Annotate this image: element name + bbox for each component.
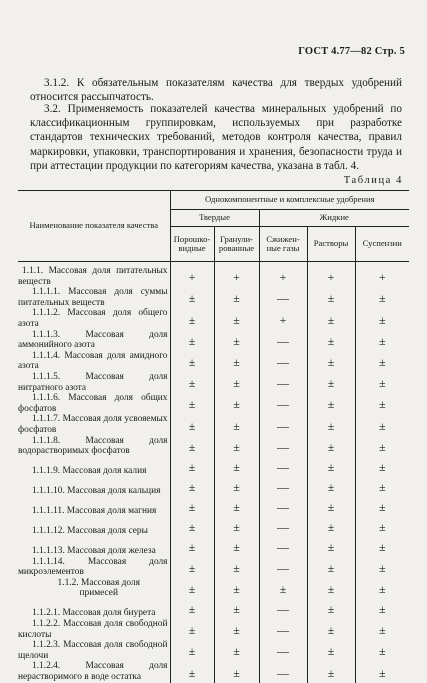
- table-row: [18, 661, 409, 682]
- cell-value: ±: [307, 414, 355, 435]
- row-name: 1.1.1.12. Массовая доля серы: [32, 526, 148, 537]
- cell-value: ±: [355, 537, 409, 557]
- row-name: 1.1.1.4. Массовая доля амидного азота: [18, 350, 168, 372]
- row-name: 1.1.1.3. Массовая доля аммонийного азота: [18, 329, 168, 351]
- cell-value: ±: [307, 578, 355, 599]
- cell-value: ±: [355, 457, 409, 477]
- cell-value: —: [259, 557, 307, 578]
- cell-value: ±: [355, 599, 409, 619]
- cell-value: +: [259, 262, 307, 288]
- cell-value: —: [259, 661, 307, 682]
- cell-value: ±: [214, 599, 259, 619]
- cell-value: ±: [214, 619, 259, 640]
- cell-value: ±: [170, 330, 214, 351]
- cell-value: ±: [307, 640, 355, 661]
- column-header-solutions: Растворы: [307, 227, 355, 262]
- row-name: 1.1.2.3. Массовая доля свободной щелочи: [18, 640, 168, 661]
- cell-value: ±: [355, 477, 409, 497]
- column-header-powder: Порошко-видные: [170, 227, 214, 262]
- cell-value: —: [259, 640, 307, 661]
- cell-value: ±: [355, 497, 409, 517]
- cell-value: ±: [307, 457, 355, 477]
- cell-value: ±: [307, 537, 355, 557]
- column-header-suspensions: Суспензии: [355, 227, 409, 262]
- cell-value: ±: [170, 517, 214, 537]
- cell-value: —: [259, 287, 307, 308]
- row-name: 1.1.1.9. Массовая доля калия: [32, 466, 147, 477]
- cell-value: ±: [355, 619, 409, 640]
- cell-value: ±: [170, 578, 214, 599]
- cell-value: ±: [355, 414, 409, 435]
- cell-value: ±: [170, 497, 214, 517]
- cell-value: —: [259, 330, 307, 351]
- cell-value: ±: [170, 640, 214, 661]
- cell-value: ±: [307, 557, 355, 578]
- table-row: [18, 414, 409, 435]
- row-name: 1.1.1.5. Массовая доля нитратного азота: [18, 371, 168, 393]
- row-name: 1.1.2.1. Массовая доля биурета: [32, 608, 156, 619]
- cell-value: —: [259, 477, 307, 497]
- table-row: [18, 262, 409, 288]
- cell-value: ±: [214, 497, 259, 517]
- column-header-liquefied-gas: Сжижен-ные газы: [259, 227, 307, 262]
- cell-value: —: [259, 599, 307, 619]
- cell-value: —: [259, 619, 307, 640]
- cell-value: ±: [307, 497, 355, 517]
- cell-value: +: [259, 308, 307, 329]
- cell-value: ±: [307, 308, 355, 329]
- row-name: 1.1.2. Массовая доля примесей: [57, 577, 140, 599]
- row-name: 1.1.1. Массовая доля питательных веществ: [18, 266, 168, 287]
- cell-value: —: [259, 497, 307, 517]
- row-name: 1.1.2.4. Массовая доля нерастворимого в воде остатка: [18, 661, 168, 683]
- cell-value: —: [259, 372, 307, 393]
- table-caption: Таблица 4: [343, 175, 403, 186]
- cell-value: ±: [259, 578, 307, 599]
- cell-value: ±: [355, 578, 409, 599]
- cell-value: +: [355, 262, 409, 288]
- table-row: [18, 497, 409, 517]
- cell-value: ±: [214, 330, 259, 351]
- table-row: [18, 308, 409, 329]
- quality-indicators-table: [18, 190, 409, 683]
- row-name: 1.1.1.7. Массовая доля усвояемых фосфатов: [18, 414, 168, 435]
- cell-value: ±: [307, 330, 355, 351]
- cell-value: —: [259, 537, 307, 557]
- cell-value: ±: [170, 308, 214, 329]
- row-name: 1.1.2.2. Массовая доля свободной кислоты: [18, 619, 168, 640]
- cell-value: ±: [307, 599, 355, 619]
- cell-value: ±: [307, 661, 355, 682]
- cell-value: ±: [214, 640, 259, 661]
- table-row: [18, 436, 409, 457]
- cell-value: ±: [170, 457, 214, 477]
- cell-value: —: [259, 436, 307, 457]
- cell-value: ±: [307, 436, 355, 457]
- cell-value: ±: [170, 414, 214, 435]
- cell-value: ±: [170, 557, 214, 578]
- cell-value: ±: [307, 517, 355, 537]
- paragraph-3-2: 3.2. Применяемость показателей качества минеральных удобрений по классификационным группировкам, используемых при разработке стандартов технических требований, методов контроля качества, правил маркировки, упаковки, транспортирования и хранения, безопасности труда и при аттестации продукции по категориям качества, указана в табл. 4.: [30, 103, 402, 172]
- header-indicator-name: Наименование показателя качества: [18, 191, 170, 262]
- cell-value: +: [170, 262, 214, 288]
- cell-value: ±: [214, 436, 259, 457]
- cell-value: ±: [214, 457, 259, 477]
- row-name: 1.1.1.11. Массовая доля магния: [32, 506, 157, 517]
- cell-value: ±: [355, 661, 409, 682]
- cell-value: ±: [355, 287, 409, 308]
- table-row: [18, 287, 409, 308]
- table-row: [18, 578, 409, 599]
- cell-value: ±: [214, 351, 259, 372]
- cell-value: +: [307, 262, 355, 288]
- table-row: [18, 537, 409, 557]
- cell-value: —: [259, 414, 307, 435]
- cell-value: ±: [214, 661, 259, 682]
- table-row: [18, 372, 409, 393]
- cell-value: ±: [214, 557, 259, 578]
- cell-value: ±: [170, 477, 214, 497]
- row-name: 1.1.1.13. Массовая доля железа: [32, 546, 156, 557]
- table-row: [18, 557, 409, 578]
- cell-value: ±: [307, 351, 355, 372]
- header-fertilizer-group: Однокомпонентные и комплексные удобрения: [170, 191, 409, 210]
- cell-value: ±: [307, 619, 355, 640]
- cell-value: ±: [355, 393, 409, 414]
- table-row: [18, 517, 409, 537]
- cell-value: ±: [214, 393, 259, 414]
- page-header: ГОСТ 4.77—82 Стр. 5: [298, 46, 405, 57]
- cell-value: —: [259, 457, 307, 477]
- row-name: 1.1.1.10. Массовая доля кальция: [32, 486, 161, 497]
- cell-value: ±: [355, 330, 409, 351]
- cell-value: ±: [214, 414, 259, 435]
- row-name: 1.1.1.14. Массовая доля микроэлементов: [18, 556, 168, 578]
- table-row: [18, 640, 409, 661]
- row-name: 1.1.1.2. Массовая доля общего азота: [18, 308, 168, 329]
- row-name: 1.1.1.1. Массовая доля суммы питательных веществ: [18, 287, 168, 308]
- cell-value: ±: [307, 477, 355, 497]
- cell-value: —: [259, 351, 307, 372]
- cell-value: —: [259, 517, 307, 537]
- cell-value: ±: [170, 619, 214, 640]
- cell-value: ±: [355, 436, 409, 457]
- cell-value: ±: [307, 372, 355, 393]
- cell-value: ±: [214, 517, 259, 537]
- cell-value: ±: [170, 436, 214, 457]
- table-row: [18, 351, 409, 372]
- column-header-granulated: Гранули-рованные: [214, 227, 259, 262]
- header-solid: Твердые: [170, 210, 259, 227]
- header-liquid: Жидкие: [259, 210, 409, 227]
- cell-value: ±: [355, 557, 409, 578]
- cell-value: ±: [214, 477, 259, 497]
- cell-value: ±: [355, 372, 409, 393]
- cell-value: +: [214, 262, 259, 288]
- cell-value: ±: [170, 372, 214, 393]
- cell-value: ±: [170, 287, 214, 308]
- cell-value: ±: [170, 599, 214, 619]
- cell-value: ±: [170, 393, 214, 414]
- table-row: [18, 619, 409, 640]
- cell-value: ±: [355, 308, 409, 329]
- table-row: [18, 599, 409, 619]
- table-row: [18, 330, 409, 351]
- cell-value: ±: [214, 537, 259, 557]
- cell-value: ±: [355, 351, 409, 372]
- row-name: 1.1.1.8. Массовая доля водорастворимых фосфатов: [18, 435, 168, 457]
- table-row: [18, 477, 409, 497]
- paragraph-3-1-2: 3.1.2. К обязательным показателям качества для твердых удобрений относится рассыпчатость.: [30, 77, 402, 104]
- cell-value: ±: [214, 578, 259, 599]
- table-row: [18, 393, 409, 414]
- cell-value: ±: [170, 661, 214, 682]
- cell-value: ±: [214, 308, 259, 329]
- cell-value: ±: [170, 537, 214, 557]
- cell-value: ±: [214, 287, 259, 308]
- row-name: 1.1.1.6. Массовая доля общих фосфатов: [18, 393, 168, 414]
- table-row: [18, 457, 409, 477]
- cell-value: ±: [170, 351, 214, 372]
- cell-value: ±: [307, 393, 355, 414]
- cell-value: ±: [355, 517, 409, 537]
- cell-value: ±: [355, 640, 409, 661]
- cell-value: ±: [307, 287, 355, 308]
- cell-value: ±: [214, 372, 259, 393]
- cell-value: —: [259, 393, 307, 414]
